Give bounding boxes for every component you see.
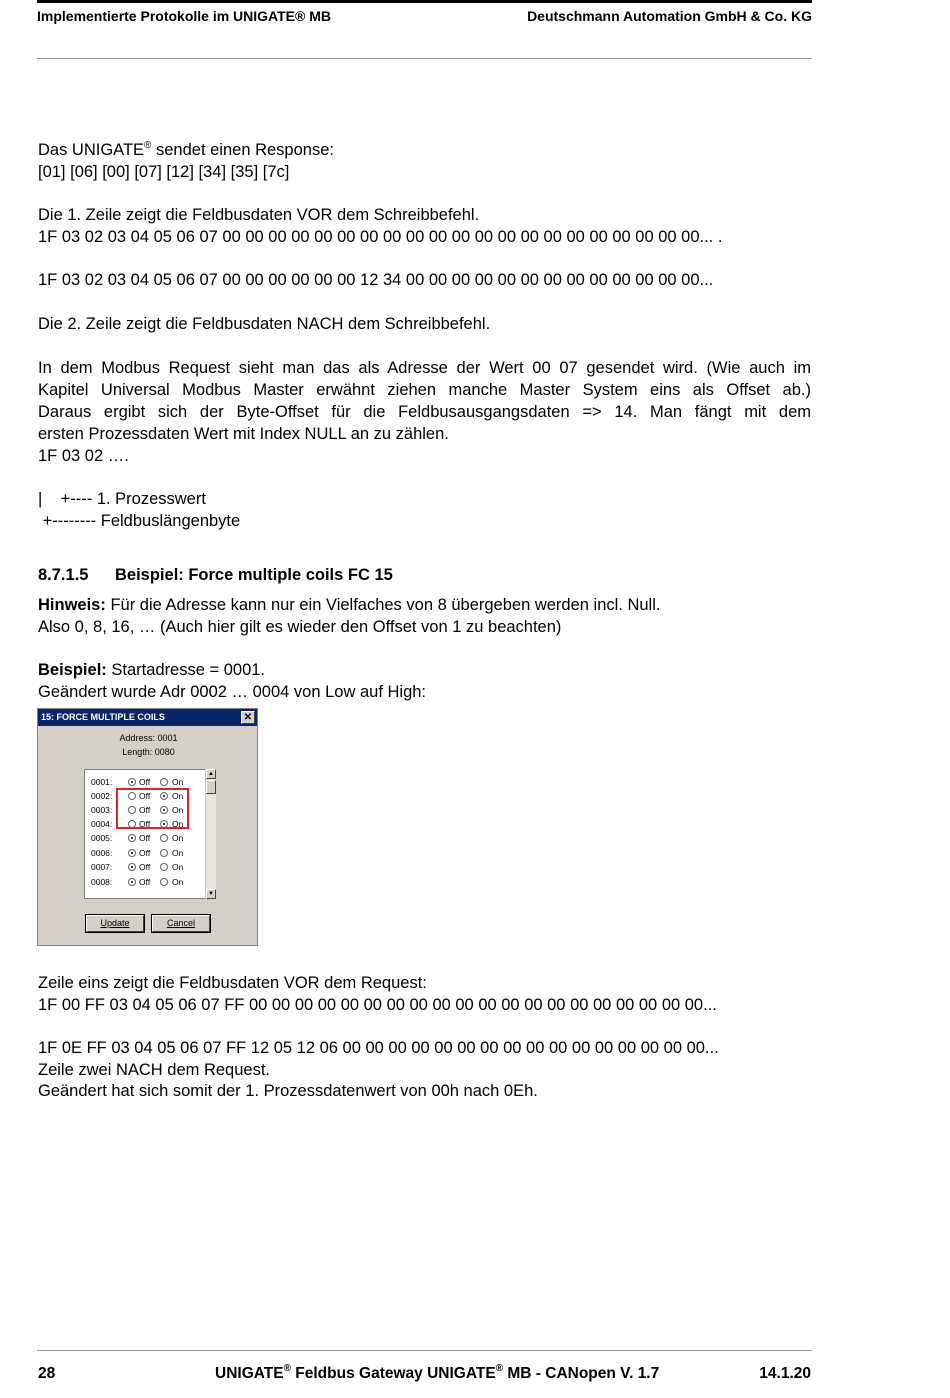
coil-on-label: On xyxy=(172,877,184,887)
force-multiple-coils-dialog xyxy=(37,708,258,946)
hint-line: Hinweis: Für die Adresse kann nur ein Vielfaches von 8 übergeben werden incl. Null. xyxy=(38,596,661,614)
offset-paragraph xyxy=(38,357,811,445)
update-button[interactable]: Update xyxy=(86,915,144,932)
header-top-rule xyxy=(37,0,812,3)
section-number: 8.7.1.5 xyxy=(38,566,89,584)
paragraph-line: In dem Modbus Request sieht man das als Adresse der Wert 00 07 gesendet wird. (Wie auch im xyxy=(38,359,811,377)
coil-on-label: On xyxy=(172,819,184,829)
coil-off-radio[interactable] xyxy=(128,863,136,871)
coil-list-scrollbar[interactable] xyxy=(205,769,216,899)
pointer-process-value: | +---- 1. Prozesswert xyxy=(38,490,206,508)
dialog-length: Length: 0080 xyxy=(122,747,175,757)
footer-date: 14.1.20 xyxy=(759,1365,811,1382)
line2-data: 1F 03 02 03 04 05 06 07 00 00 00 00 00 00 12 34 00 00 00 00 00 00 00 00 00 00 00 00 00... xyxy=(38,271,714,289)
coil-off-label: Off xyxy=(139,833,151,843)
scroll-up-icon[interactable]: ▲ xyxy=(206,769,216,779)
coil-off-radio[interactable] xyxy=(128,849,136,857)
example-bytes: 1F 03 02 …. xyxy=(38,447,129,465)
coil-off-label: Off xyxy=(139,819,151,829)
summary: Geändert hat sich somit der 1. Prozessdatenwert von 00h nach 0Eh. xyxy=(38,1082,538,1100)
coil-off-label: Off xyxy=(139,777,151,787)
coil-address: 0008: xyxy=(91,877,113,887)
coil-off-label: Off xyxy=(139,805,151,815)
before-description: Zeile eins zeigt die Feldbusdaten VOR dem Request: xyxy=(38,974,427,992)
coil-address: 0001: xyxy=(91,777,113,787)
example-line-2: Geändert wurde Adr 0002 … 0004 von Low auf High: xyxy=(38,683,426,701)
coil-off-radio[interactable] xyxy=(128,778,136,786)
scroll-down-icon[interactable]: ▼ xyxy=(206,889,216,899)
coil-off-radio[interactable] xyxy=(128,878,136,886)
line2-description: Die 2. Zeile zeigt die Feldbusdaten NACH dem Schreibbefehl. xyxy=(38,315,491,333)
coil-address: 0006: xyxy=(91,848,113,858)
header-rule xyxy=(37,58,812,59)
dialog-title: 15: FORCE MULTIPLE COILS xyxy=(41,712,165,722)
footer-rule xyxy=(37,1350,812,1351)
coil-on-label: On xyxy=(172,848,184,858)
coil-address: 0004: xyxy=(91,819,113,829)
scroll-thumb[interactable] xyxy=(206,780,216,794)
dialog-address: Address: 0001 xyxy=(119,733,178,743)
header-right: Deutschmann Automation GmbH & Co. KG xyxy=(527,8,812,24)
page-number: 28 xyxy=(38,1365,56,1382)
response-intro: Das UNIGATE® sendet einen Response: xyxy=(38,140,334,159)
hint-line-2: Also 0, 8, 16, … (Auch hier gilt es wieder den Offset von 1 zu beachten) xyxy=(38,618,562,636)
footer-title: UNIGATE® Feldbus Gateway UNIGATE® MB - CANopen V. 1.7 xyxy=(215,1363,660,1382)
coil-on-radio[interactable] xyxy=(160,863,168,871)
coil-off-label: Off xyxy=(139,848,151,858)
before-data: 1F 00 FF 03 04 05 06 07 FF 00 00 00 00 00 00 00 00 00 00 00 00 00 00 00 00 00 00 00 00... xyxy=(38,996,717,1014)
coil-on-radio[interactable] xyxy=(160,778,168,786)
coil-address: 0007: xyxy=(91,862,113,872)
after-data: 1F 0E FF 03 04 05 06 07 FF 12 05 12 06 00 00 00 00 00 00 00 00 00 00 00 00 00 00 00 00... xyxy=(38,1039,719,1057)
section-title: Beispiel: Force multiple coils FC 15 xyxy=(115,566,393,584)
coil-on-label: On xyxy=(172,833,184,843)
response-bytes: [01] [06] [00] [07] [12] [34] [35] [7c] xyxy=(38,163,290,181)
dialog-title-bar xyxy=(38,709,257,726)
paragraph-line: Daraus ergibt sich der Byte-Offset für die Feldbusausgangsdaten => 14. Man fängt mit dem xyxy=(38,403,811,421)
coil-off-label: Off xyxy=(139,791,151,801)
coil-address: 0002: xyxy=(91,791,113,801)
coil-address: 0005: xyxy=(91,833,113,843)
coil-on-label: On xyxy=(172,777,184,787)
coil-off-label: Off xyxy=(139,862,151,872)
coil-on-label: On xyxy=(172,862,184,872)
line1-data: 1F 03 02 03 04 05 06 07 00 00 00 00 00 00 00 00 00 00 00 00 00 00 00 00 00 00 00 00 00... . xyxy=(38,228,723,246)
coil-off-radio[interactable] xyxy=(128,834,136,842)
header-left: Implementierte Protokolle im UNIGATE® MB xyxy=(37,8,331,24)
after-description: Zeile zwei NACH dem Request. xyxy=(38,1061,270,1079)
coil-on-label: On xyxy=(172,805,184,815)
section-heading xyxy=(38,566,393,585)
coil-on-radio[interactable] xyxy=(160,878,168,886)
paragraph-line: Kapitel Universal Modbus Master erwähnt ziehen manche Master System eins als Offset ab.) xyxy=(38,381,811,399)
coil-on-radio[interactable] xyxy=(160,849,168,857)
pointer-length-byte: +-------- Feldbuslängenbyte xyxy=(38,512,241,530)
highlight-frame xyxy=(116,788,189,829)
line1-description: Die 1. Zeile zeigt die Feldbusdaten VOR dem Schreibbefehl. xyxy=(38,206,480,224)
example-line: Beispiel: Startadresse = 0001. xyxy=(38,661,266,679)
coil-off-label: Off xyxy=(139,877,151,887)
coil-address: 0003: xyxy=(91,805,113,815)
coil-on-radio[interactable] xyxy=(160,834,168,842)
cancel-button[interactable]: Cancel xyxy=(152,915,210,932)
paragraph-line: ersten Prozessdaten Wert mit Index NULL an zu zählen. xyxy=(38,425,449,443)
coil-on-label: On xyxy=(172,791,184,801)
close-icon[interactable]: ✕ xyxy=(241,711,255,724)
